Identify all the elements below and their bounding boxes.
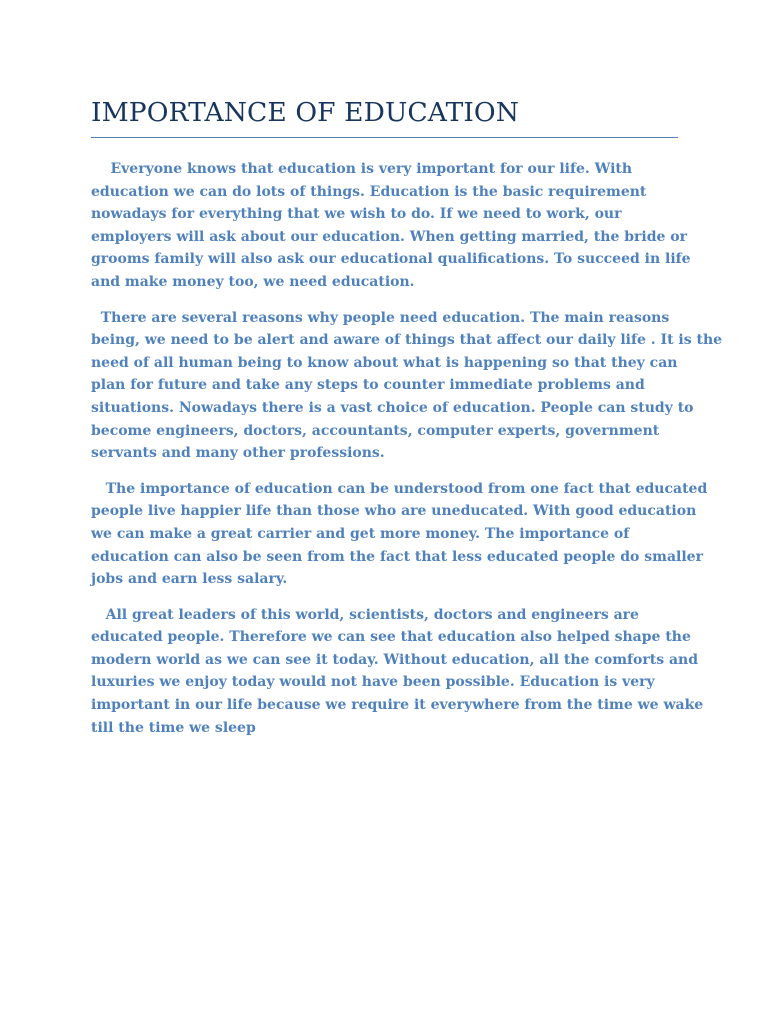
- text-line: modern world as we can see it today. Without education, all the comforts and: [91, 651, 699, 668]
- text-line: important in our life because we require it everywhere from the time we wake: [91, 697, 704, 714]
- text-line: employers will ask about our education. When getting married, the bride or: [91, 228, 687, 245]
- title-underline: [91, 137, 678, 138]
- text-line: education can also be seen from the fact that less educated people do smaller: [91, 548, 703, 565]
- text-line: There are several reasons why people need education. The main reasons: [91, 309, 670, 326]
- text-line: need of all human being to know about what is happening so that they can: [91, 354, 678, 371]
- document-body: [91, 158, 723, 752]
- text-line: All great leaders of this world, scientists, doctors and engineers are: [91, 606, 639, 623]
- text-line: educated people. Therefore we can see that education also helped shape the: [91, 629, 691, 646]
- text-line: we can make a great carrier and get more money. The importance of: [91, 525, 630, 542]
- text-line: education we can do lots of things. Education is the basic requirement: [91, 183, 647, 200]
- document-title: IMPORTANCE OF EDUCATION: [91, 97, 520, 128]
- paragraph-2: [91, 307, 723, 465]
- document-page: [91, 96, 723, 736]
- text-line: The importance of education can be understood from one fact that educated: [91, 480, 708, 497]
- paragraph-3: [91, 478, 708, 591]
- paragraph-1: [91, 158, 691, 294]
- text-line: Everyone knows that education is very important for our life. With: [91, 161, 633, 177]
- text-line: grooms family will also ask our educational qualifications. To succeed in life: [91, 251, 691, 268]
- text-line: jobs and earn less salary.: [91, 571, 288, 588]
- text-line: nowadays for everything that we wish to do. If we need to work, our: [91, 206, 622, 223]
- text-line: being, we need to be alert and aware of things that affect our daily life . It is the: [91, 332, 723, 349]
- text-line: people live happier life than those who are uneducated. With good education: [91, 503, 697, 520]
- text-line: servants and many other professions.: [91, 445, 385, 462]
- text-line: plan for future and take any steps to counter immediate problems and: [91, 377, 645, 394]
- text-line: till the time we sleep: [91, 719, 256, 736]
- text-line: luxuries we enjoy today would not have been possible. Education is very: [91, 674, 655, 691]
- text-line: and make money too, we need education.: [91, 273, 415, 290]
- text-line: situations. Nowadays there is a vast choice of education. People can study to: [91, 399, 694, 416]
- text-line: become engineers, doctors, accountants, computer experts, government: [91, 422, 660, 439]
- paragraph-4: [91, 604, 704, 740]
